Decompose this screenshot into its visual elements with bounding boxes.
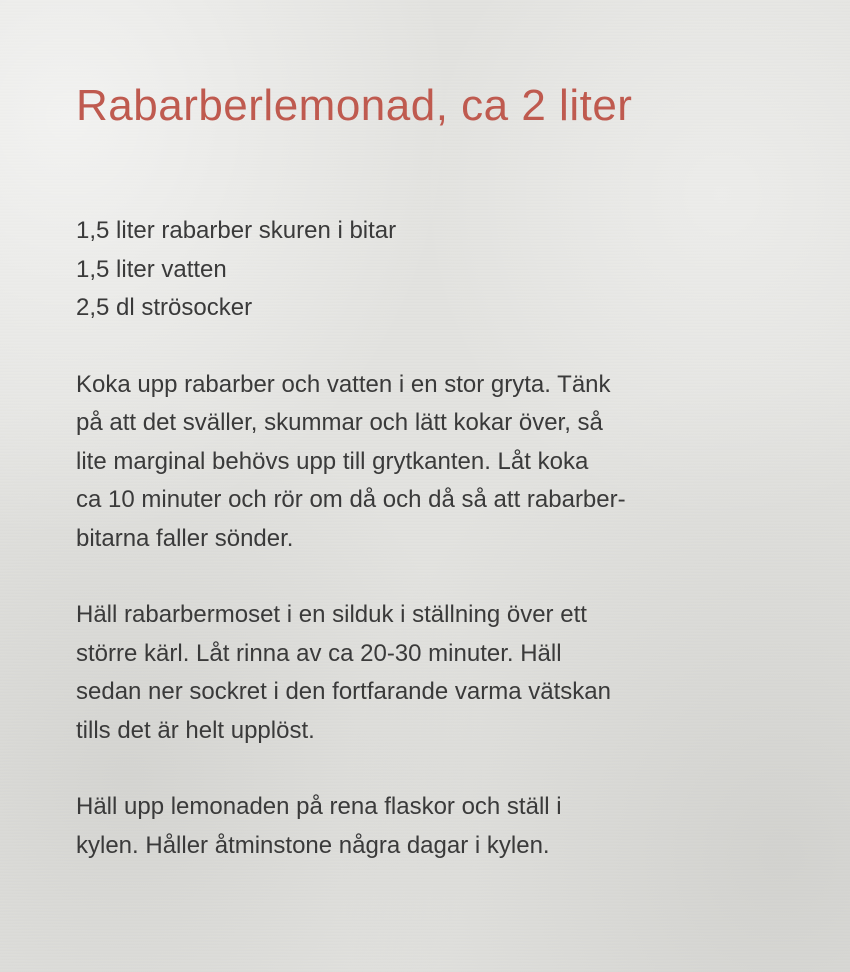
step-line: Koka upp rabarber och vatten i en stor gryta. Tänk (76, 370, 611, 398)
step-paragraph-2 (76, 596, 796, 750)
step-paragraph-3 (76, 788, 796, 865)
step-line: bitarna faller sönder. (76, 524, 294, 552)
step-line: ca 10 minuter och rör om då och då så att rabarber- (76, 486, 626, 513)
step-line: på att det sväller, skummar och lätt kokar över, så (76, 409, 603, 436)
step-line: Häll upp lemonaden på rena flaskor och ställ i (76, 793, 562, 820)
step-line: kylen. Håller åtminstone några dagar i kylen. (76, 831, 550, 859)
step-line: större kärl. Låt rinna av ca 20-30 minuter. Häll (76, 639, 562, 667)
step-line: tills det är helt upplöst. (76, 716, 315, 744)
step-line: lite marginal behövs upp till grytkanten. Låt koka (76, 447, 589, 475)
ingredient-item: 1,5 liter vatten (76, 255, 227, 283)
step-line: Häll rabarbermoset i en silduk i ställning över ett (76, 601, 587, 628)
step-paragraph-1 (76, 366, 796, 559)
ingredient-item: 1,5 liter rabarber skuren i bitar (76, 217, 397, 244)
recipe-content (76, 212, 796, 903)
ingredient-list (76, 212, 796, 328)
recipe-title: Rabarberlemonad, ca 2 liter (76, 81, 633, 130)
step-line: sedan ner sockret i den fortfarande varma vätskan (76, 678, 611, 705)
ingredient-item: 2,5 dl strösocker (76, 294, 253, 321)
